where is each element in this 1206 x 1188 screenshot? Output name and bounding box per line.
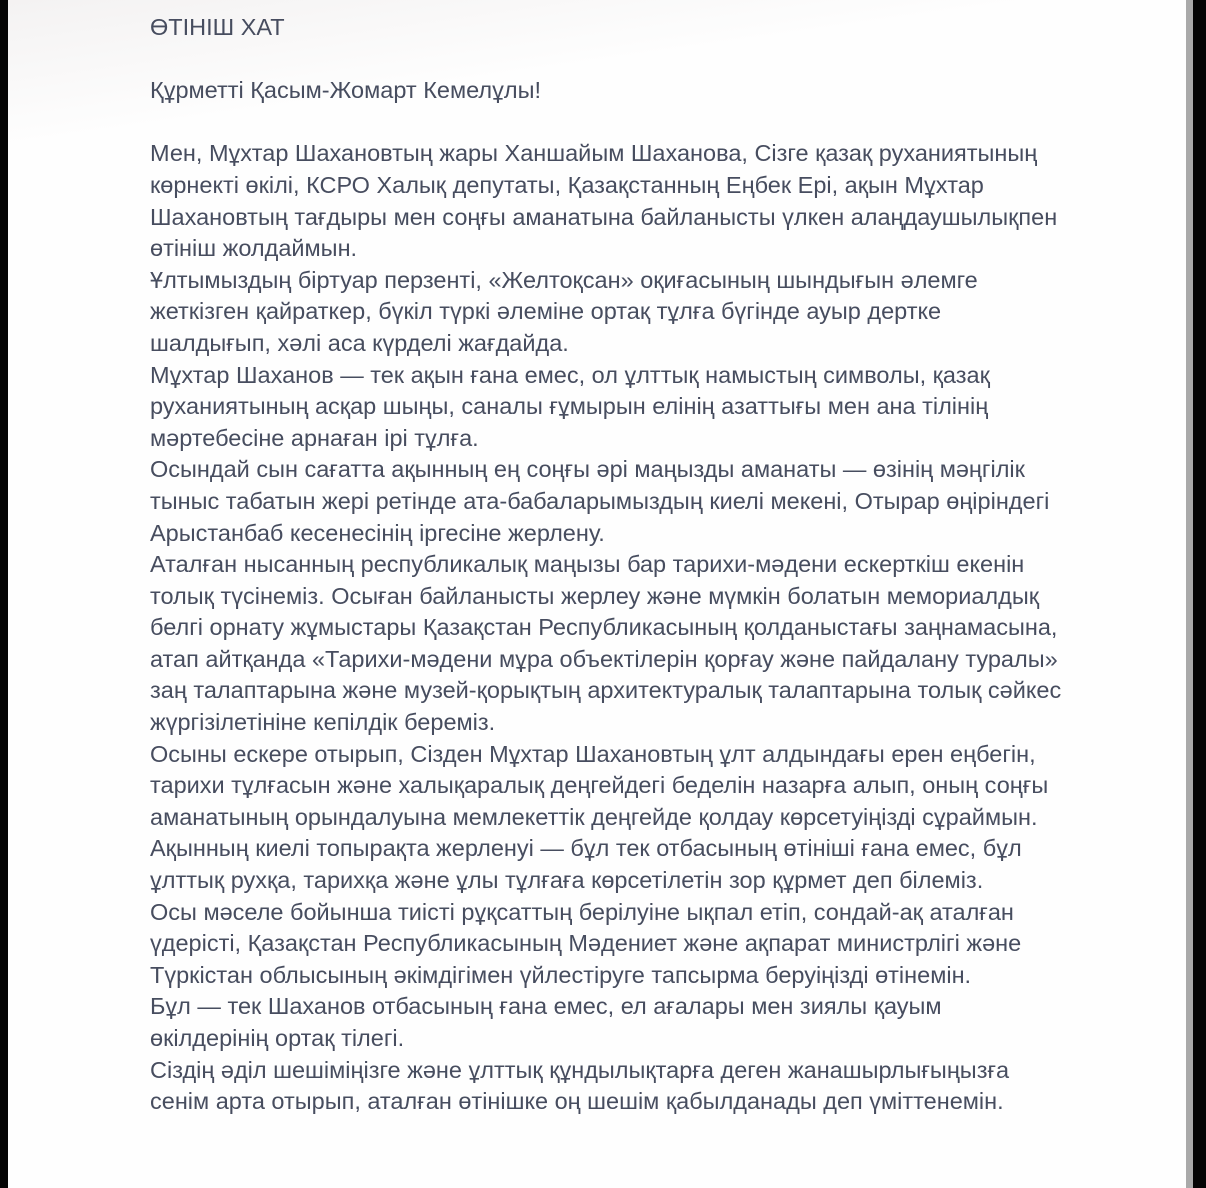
letter-paragraph: Сіздің әділ шешіміңізге және ұлттық құндылықтарға деген жанашырлығыңызға сенім арта отырып, аталған өтінішке оң шешім қабылданады деп үміттенемін. <box>150 1056 1010 1115</box>
letter-paragraph: Осы мәселе бойынша тиісті рұқсаттың берілуіне ықпал етіп, сондай-ақ аталған үдерісті, Қазақстан Республикасының Мәдениет және ақпарат министрлігі және Түркістан облысының әкімдігімен үйлестіруге тапсырма беруіңізді өтінемін. <box>150 898 1022 988</box>
letter-paragraph: Аталған нысанның республикалық маңызы бар тарихи-мәдени ескерткіш екенін толық түсінеміз. Осыған байланысты жерлеу және мүмкін болатын мемориалдық белгі орнату жұмыстары Қазақстан Республикасының қолданыстағы заңнамасына, атап айтқанда «Тарихи-мәдени мұра объектілерін қорғау және пайдалану туралы» заң талаптарына және музей-қорықтың архитектуралық талаптарына толық сәйкес жүргізілетініне кепілдік береміз. <box>150 551 1062 736</box>
right-gray-edge <box>1186 0 1193 1188</box>
letter-paragraph: Мен, Мұхтар Шахановтың жары Ханшайым Шаханова, Сізге қазақ руханиятының көрнекті өкілі, КСРО Халық депутаты, Қазақстанның Еңбек Ері, ақын Мұхтар Шахановтың тағдыры мен соңғы аманатына байланысты үлкен алаңдаушылықпен өтініш жолдаймын. <box>150 140 1058 262</box>
right-black-edge <box>1193 0 1206 1188</box>
letter-title: ӨТІНІШ ХАТ <box>150 14 285 40</box>
letter-paragraph: Осыны ескере отырып, Сізден Мұхтар Шахановтың ұлт алдындағы ерен еңбегін, тарихи тұлғасын және халықаралық деңгейдегі беделін назарға алып, оның соңғы аманатының орындалуына мемлекеттік деңгейде қолдау көрсетуіңізді сұраймын. <box>150 740 1049 830</box>
left-black-edge <box>0 0 8 1188</box>
letter-content <box>8 0 1186 1118</box>
letter-body <box>150 138 1186 1117</box>
letter-paragraph: Бұл — тек Шаханов отбасының ғана емес, ел ағалары мен зиялы қауым өкілдерінің ортақ тілегі. <box>150 993 942 1051</box>
letter-salutation: Құрметті Қасым-Жомарт Кемелұлы! <box>150 77 541 104</box>
letter-paragraph: Осындай сын сағатта ақынның ең соңғы әрі маңызды аманаты — өзінің мәңгілік тыныс табатын жері ретінде ата-бабаларымыздың киелі мекені, Отырар өңіріндегі Арыстанбаб кесенесінің іргесіне жерлену. <box>150 456 1050 546</box>
letter-paragraph: Ақынның киелі топырақта жерленуі — бұл тек отбасының өтініші ғана емес, бұл ұлттық рухқа, тарихқа және ұлы тұлғаға көрсетілетін зор құрмет деп білеміз. <box>150 835 1022 894</box>
letter-page <box>8 0 1186 1188</box>
letter-paragraph: Ұлтымыздың біртуар перзенті, «Желтоқсан» оқиғасының шындығын әлемге жеткізген қайраткер, бүкіл түркі әлеміне ортақ тұлға бүгінде ауыр дертке шалдығып, хәлі аса күрделі жағдайда. <box>150 266 978 356</box>
letter-paragraph: Мұхтар Шаханов — тек ақын ғана емес, ол ұлттық намыстың символы, қазақ руханиятының асқар шыңы, саналы ғұмырын елінің азаттығы мен ана тілінің мәртебесіне арнаған ірі тұлға. <box>150 361 990 451</box>
